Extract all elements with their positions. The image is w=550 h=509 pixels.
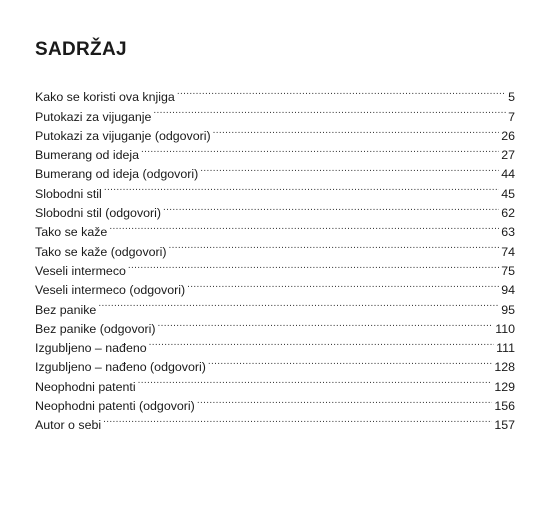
toc-entry-label: Bumerang od ideja (odgovori) [35, 167, 199, 182]
toc-entry-page: 26 [501, 128, 515, 143]
toc-entry-label: Izgubljeno – nađeno [35, 341, 147, 356]
toc-entry-page: 44 [501, 167, 515, 182]
toc-entry-page: 95 [501, 302, 515, 317]
toc-entry [35, 294, 515, 317]
page-title: SADRŽAJ [35, 39, 127, 60]
toc-dot-leader [213, 121, 500, 140]
toc-entry-label: Neophodni patenti (odgovori) [35, 399, 195, 414]
toc-dot-leader [141, 140, 499, 159]
toc-entry-label: Bez panike (odgovori) [35, 321, 156, 336]
toc-entry-page: 156 [494, 399, 515, 414]
toc-entry-page: 27 [501, 148, 515, 163]
toc-entry-page: 5 [508, 90, 515, 105]
toc-dot-leader [103, 410, 492, 429]
toc-dot-leader [104, 178, 499, 197]
toc-entry-page: 111 [496, 341, 515, 356]
toc-entry-label: Tako se kaže [35, 225, 108, 240]
toc-entry-label: Autor o sebi [35, 418, 102, 433]
toc-entry-page: 94 [501, 283, 515, 298]
toc-dot-leader [149, 333, 495, 352]
toc-dot-leader [197, 391, 493, 410]
toc-entry-label: Kako se koristi ova knjiga [35, 90, 175, 105]
toc-entry [35, 198, 515, 221]
toc-entry-page: 62 [501, 206, 515, 221]
toc-dot-leader [153, 101, 506, 120]
toc-entry [35, 314, 515, 336]
toc-entry-page: 45 [501, 186, 515, 201]
toc-dot-leader [98, 294, 499, 313]
toc-entry-page: 128 [494, 360, 515, 375]
toc-entry-page: 74 [501, 244, 515, 259]
toc-entry-label: Bumerang od ideja [35, 148, 140, 163]
toc-entry [35, 82, 515, 105]
toc-entry-label: Slobodni stil [35, 186, 102, 201]
toc-entry-label: Veseli intermeco (odgovori) [35, 283, 186, 298]
toc-entry-page: 110 [495, 321, 515, 336]
toc-entry-label: Putokazi za vijuganje [35, 109, 152, 124]
toc-dot-leader [163, 198, 499, 217]
toc-entry [35, 178, 515, 201]
toc-entry-label: Slobodni stil (odgovori) [35, 206, 162, 221]
toc-dot-leader [109, 217, 499, 236]
toc-entry-label: Putokazi za vijuganje (odgovori) [35, 128, 211, 143]
toc-dot-leader [158, 314, 494, 333]
toc-dot-leader [200, 159, 499, 178]
toc-entry-label: Veseli intermeco [35, 263, 126, 278]
toc-entry-label: Izgubljeno – nađeno (odgovori) [35, 360, 206, 375]
toc-entry-page: 7 [508, 109, 515, 124]
toc-dot-leader [169, 236, 500, 255]
toc-entry-label: Bez panike [35, 302, 97, 317]
toc-entry-page: 63 [501, 225, 515, 240]
toc-dot-leader [138, 371, 493, 390]
toc-entry [35, 410, 515, 433]
toc-dot-leader [128, 256, 499, 275]
table-of-contents [35, 82, 515, 433]
toc-entry-page: 75 [501, 263, 515, 278]
toc-dot-leader [177, 82, 506, 101]
toc-entry-label: Tako se kaže (odgovori) [35, 244, 167, 259]
toc-entry-page: 129 [494, 379, 515, 394]
toc-entry-label: Neophodni patenti [35, 379, 136, 394]
toc-dot-leader [208, 352, 492, 371]
toc-dot-leader [187, 275, 499, 294]
toc-entry-page: 157 [494, 418, 515, 433]
